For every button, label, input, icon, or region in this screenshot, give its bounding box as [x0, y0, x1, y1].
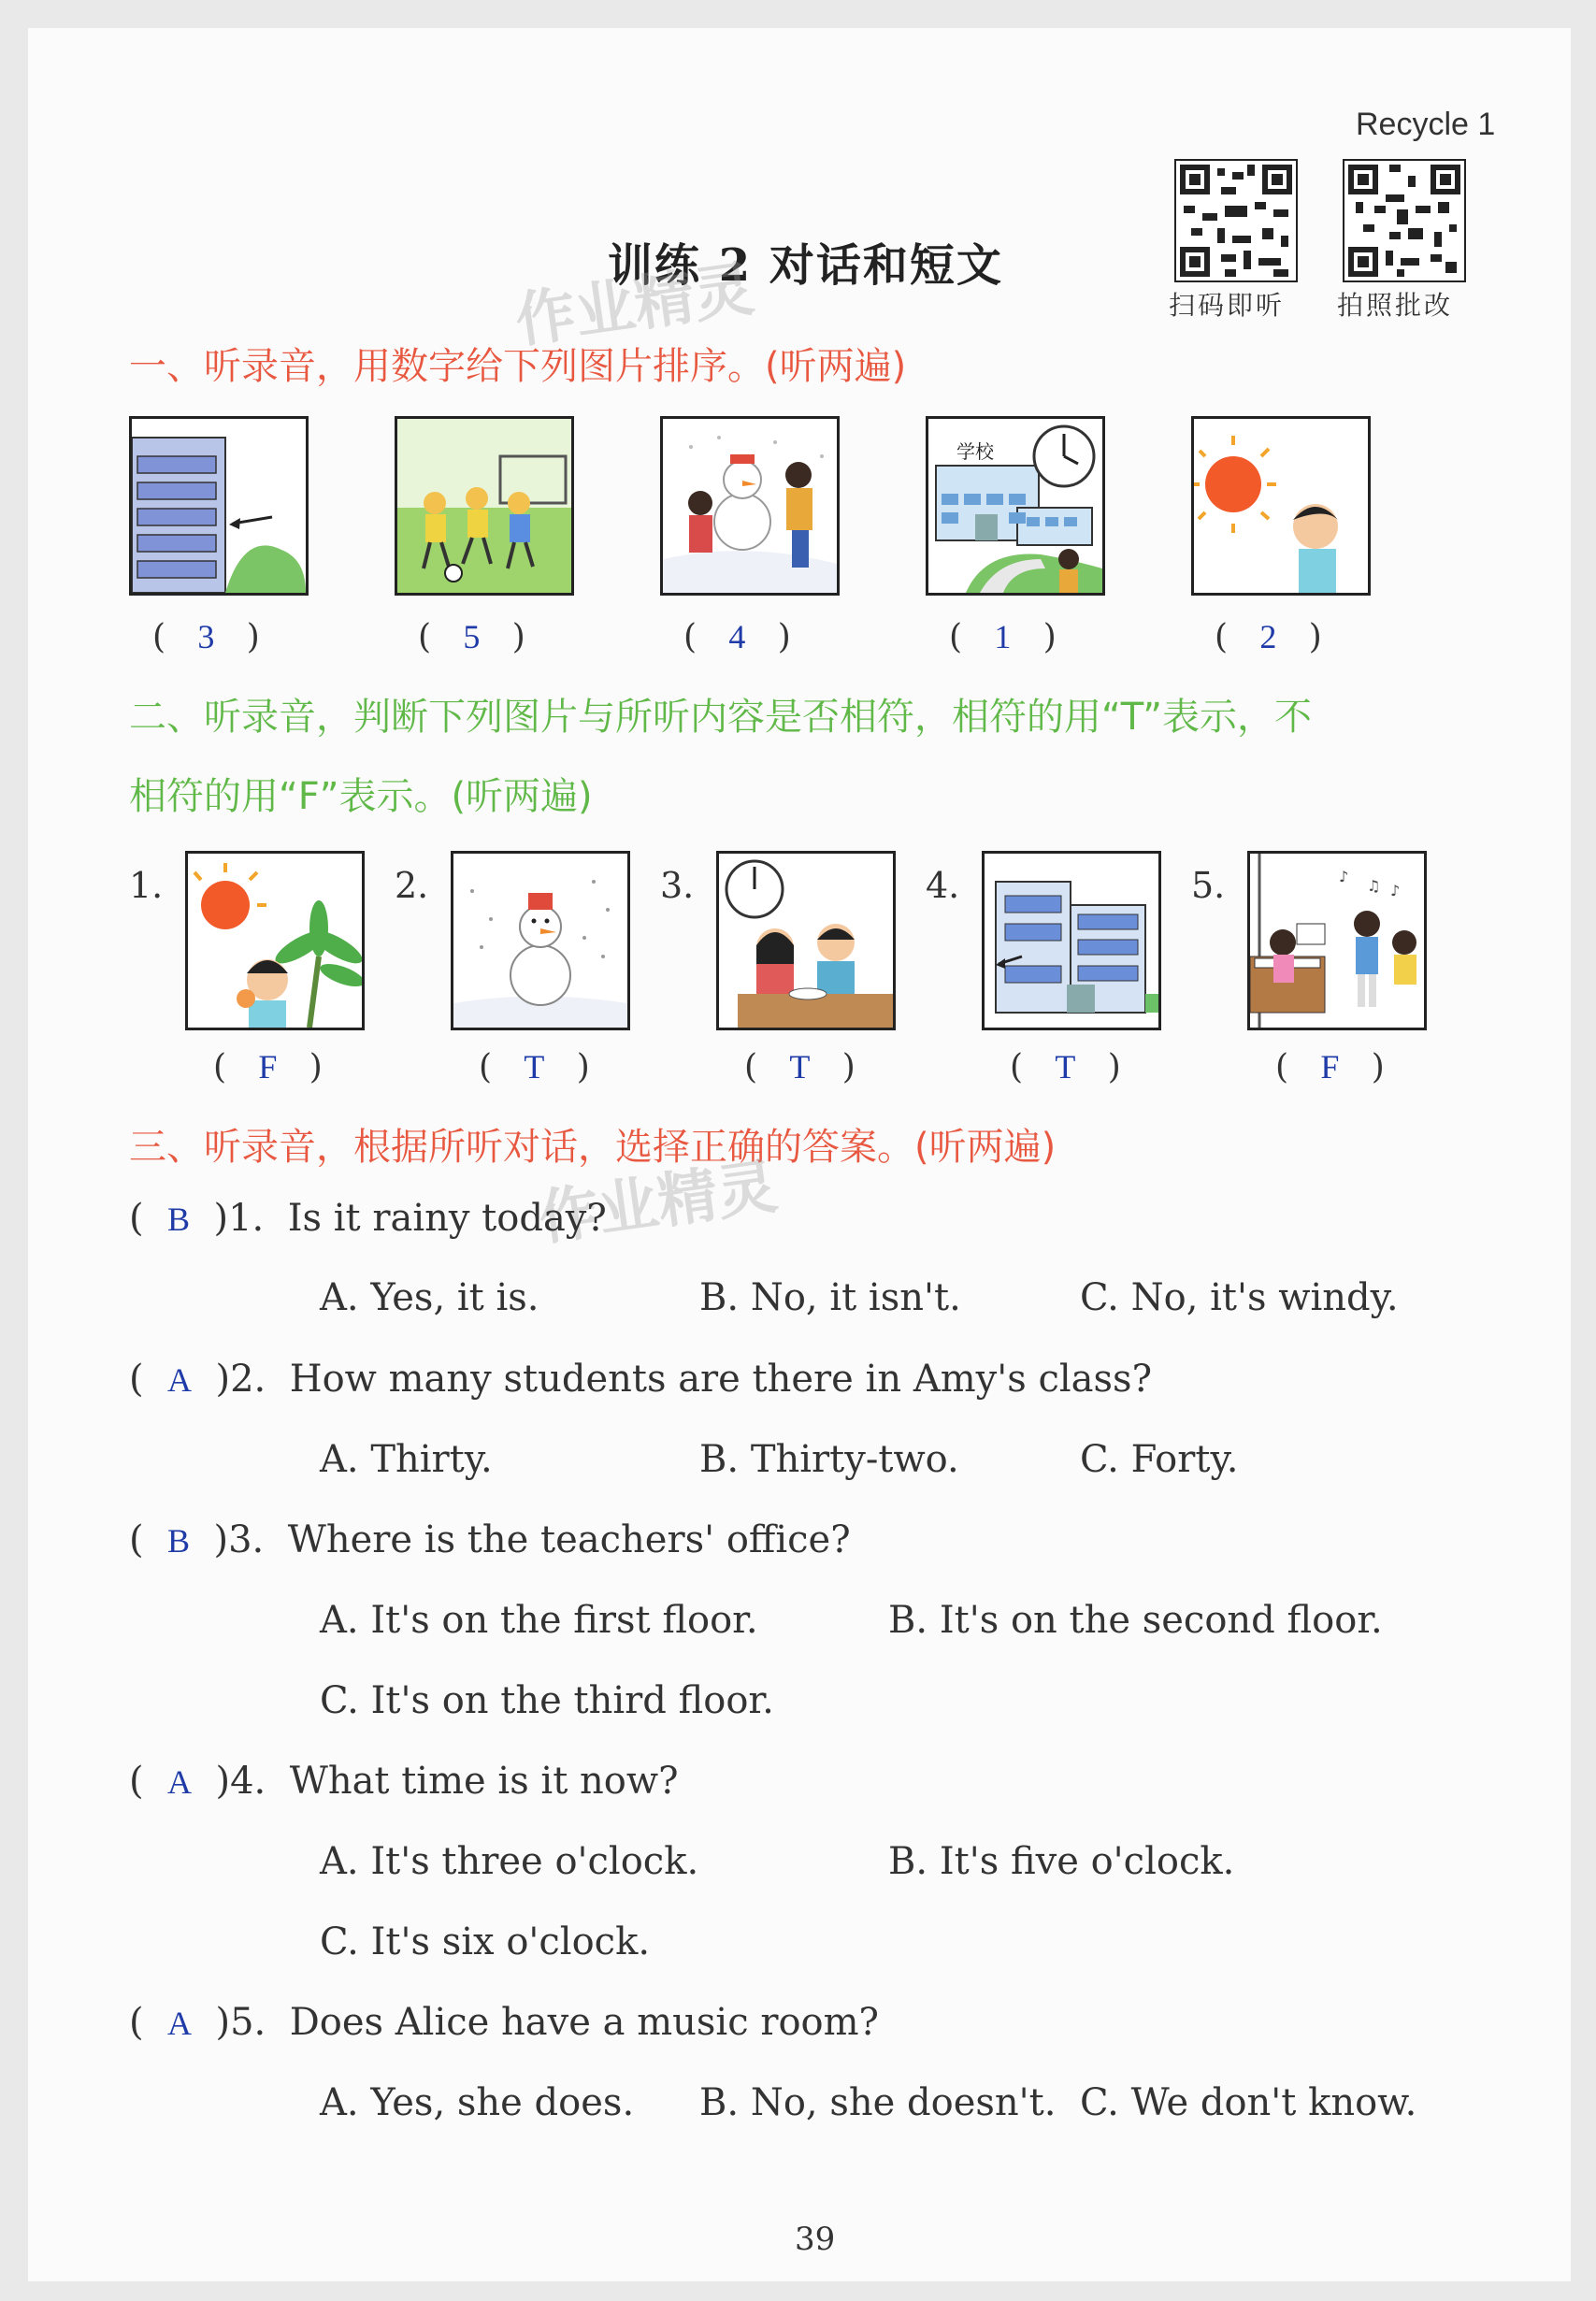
judge-item-5-number: 5.	[1191, 865, 1226, 906]
listen-qr-code[interactable]	[1174, 159, 1298, 282]
order-answer-2: ( 5 )	[418, 618, 525, 656]
judge-answer-2: ( T )	[479, 1048, 590, 1086]
question-4-number: )4.	[215, 1760, 266, 1803]
page-title: 训练 2 对话和短文	[608, 239, 1003, 292]
judge-item-4-number: 4.	[926, 865, 960, 906]
order-answer-5: ( 2 )	[1215, 618, 1322, 656]
judge-answer-4-value: T	[1055, 1048, 1076, 1086]
question-4-text: What time is it now?	[289, 1760, 679, 1803]
judge-item-1-number: 1.	[129, 865, 164, 906]
school-sign: 学校	[956, 440, 994, 463]
judge-picture-3	[716, 851, 896, 1030]
order-answer-4: ( 1 )	[949, 618, 1057, 656]
question-3-number: )3.	[213, 1518, 265, 1561]
order-answer-1: ( 3 )	[152, 618, 260, 656]
question-4-option-a: A. It's three o'clock.	[320, 1840, 699, 1883]
unit-label: Recycle 1	[1356, 107, 1496, 142]
question-4-option-c: C. It's six o'clock.	[320, 1920, 651, 1963]
worksheet-page	[28, 28, 1571, 2281]
question-4-answer: A	[167, 1763, 193, 1801]
listen-qr-label: 扫码即听	[1169, 290, 1286, 321]
order-answer-1-value: 3	[197, 618, 215, 655]
judge-picture-4	[982, 851, 1161, 1030]
question-1-answer: B	[167, 1201, 191, 1238]
ordering-picture-2	[395, 416, 574, 596]
question-1-option-a: A. Yes, it is.	[320, 1276, 539, 1319]
svg-text:♫: ♫	[1367, 877, 1381, 895]
judge-answer-3-value: T	[789, 1048, 811, 1086]
question-5-number: )5.	[215, 2001, 266, 2044]
question-1: ( B )1. Is it rainy today?	[129, 1197, 607, 1240]
section2-heading-line1: 二、听录音，判断下列图片与所听内容是否相符，相符的用“T”表示，不	[129, 696, 1312, 739]
judge-answer-5: ( F )	[1275, 1048, 1385, 1086]
watermark-middle: 作业精灵	[534, 1152, 782, 1255]
question-1-number: )1.	[213, 1197, 265, 1240]
question-3-text: Where is the teachers' office?	[287, 1518, 851, 1561]
question-1-option-c: C. No, it's windy.	[1080, 1276, 1399, 1319]
judge-answer-2-value: T	[524, 1048, 545, 1086]
question-2-text: How many students are there in Amy's class?	[289, 1358, 1153, 1401]
ordering-picture-3	[660, 416, 840, 596]
judge-answer-1-value: F	[258, 1048, 278, 1086]
question-5-text: Does Alice have a music room?	[289, 2001, 879, 2044]
question-5-option-c: C. We don't know.	[1080, 2081, 1417, 2124]
order-answer-3: ( 4 )	[683, 618, 791, 656]
question-4-option-b: B. It's five o'clock.	[888, 1840, 1235, 1883]
judge-answer-3: ( T )	[744, 1048, 856, 1086]
page-number: 39	[795, 2221, 836, 2258]
question-3-option-c: C. It's on the third floor.	[320, 1679, 774, 1722]
judge-answer-4: ( T )	[1010, 1048, 1121, 1086]
question-2-option-c: C. Forty.	[1080, 1438, 1239, 1481]
grading-qr-label: 拍照批改	[1337, 290, 1454, 321]
judge-picture-1	[185, 851, 365, 1030]
judge-picture-2	[451, 851, 630, 1030]
judge-item-3-number: 3.	[660, 865, 695, 906]
judge-item-2-number: 2.	[395, 865, 429, 906]
question-3-option-b: B. It's on the second floor.	[888, 1599, 1383, 1642]
question-2-number: )2.	[215, 1358, 266, 1401]
svg-text:♪: ♪	[1339, 868, 1349, 885]
section2-heading-line2: 相符的用“F”表示。(听两遍)	[129, 775, 593, 818]
question-3-answer: B	[167, 1522, 191, 1560]
order-answer-4-value: 1	[994, 618, 1012, 655]
ordering-picture-5	[1191, 416, 1371, 596]
judge-answer-5-value: F	[1320, 1048, 1340, 1086]
grading-qr-code[interactable]	[1343, 159, 1466, 282]
question-5-option-a: A. Yes, she does.	[320, 2081, 635, 2124]
question-2-option-a: A. Thirty.	[320, 1438, 493, 1481]
section3-heading: 三、听录音，根据所听对话，选择正确的答案。(听两遍)	[129, 1126, 1057, 1169]
question-2-answer: A	[167, 1361, 193, 1399]
ordering-picture-1	[129, 416, 309, 596]
ordering-picture-4	[926, 416, 1105, 596]
question-2: ( A )2. How many students are there in Amy's class?	[129, 1358, 1153, 1401]
question-3: ( B )3. Where is the teachers' office?	[129, 1518, 851, 1561]
section1-heading: 一、听录音，用数字给下列图片排序。(听两遍)	[129, 345, 907, 388]
judge-picture-5	[1247, 851, 1427, 1030]
watermark-top: 作业精灵	[510, 254, 758, 357]
question-3-option-a: A. It's on the first floor.	[320, 1599, 758, 1642]
question-5-answer: A	[167, 2005, 193, 2042]
question-5: ( A )5. Does Alice have a music room?	[129, 2001, 879, 2044]
order-answer-5-value: 2	[1259, 618, 1277, 655]
svg-text:♪: ♪	[1390, 882, 1401, 899]
question-1-text: Is it rainy today?	[287, 1197, 607, 1240]
question-5-option-b: B. No, she doesn't.	[699, 2081, 1057, 2124]
judge-answer-1: ( F )	[213, 1048, 323, 1086]
question-1-option-b: B. No, it isn't.	[699, 1276, 961, 1319]
order-answer-3-value: 4	[728, 618, 746, 655]
question-2-option-b: B. Thirty-two.	[699, 1438, 959, 1481]
question-4: ( A )4. What time is it now?	[129, 1760, 679, 1803]
order-answer-2-value: 5	[463, 618, 481, 655]
